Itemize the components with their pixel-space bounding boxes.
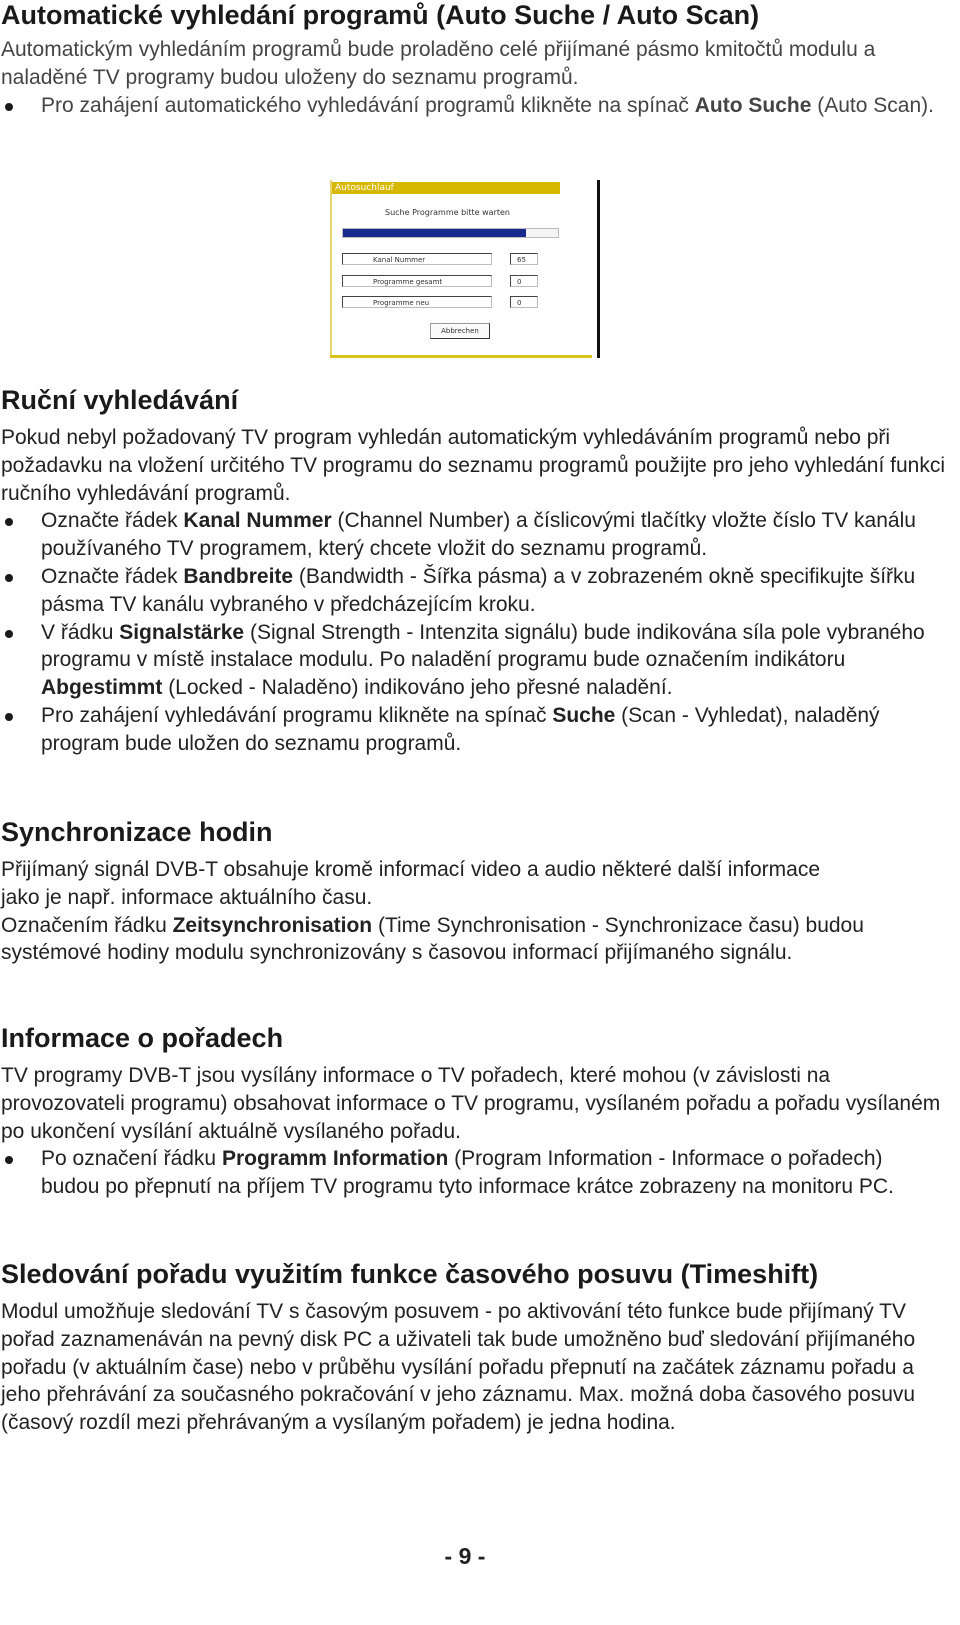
heading-clock-sync: Synchronizace hodin xyxy=(1,817,273,847)
manual-scan-bullet-channel: Označte řádek Kanal Nummer (Channel Number) a číslicovými tlačítky vložte číslo TV kanálu používaného TV programem, který chcete vložit do seznamu programů. xyxy=(1,507,956,563)
dialog-row-label: Programme gesamt xyxy=(342,275,492,287)
heading-program-info: Informace o pořadech xyxy=(1,1023,284,1053)
heading-timeshift: Sledování pořadu využitím funkce časového posuvu (Timeshift) xyxy=(1,1259,819,1289)
dialog-row-label: Programme neu xyxy=(342,296,492,308)
dialog-row-value: 0 xyxy=(510,275,538,287)
dialog-frame-bottom xyxy=(330,355,592,358)
auto-scan-dialog-screenshot xyxy=(330,180,602,358)
scan-progress-fill xyxy=(343,229,526,237)
page-number: - 9 - xyxy=(444,1543,486,1569)
dialog-frame-right xyxy=(597,180,600,358)
auto-scan-paragraph: Automatickým vyhledáním programů bude proladěno celé přijímané pásmo kmitočtů modulu a naladěné TV programy budou uloženy do seznamu programů. xyxy=(1,38,876,89)
dialog-row-value: 0 xyxy=(510,296,538,308)
dialog-message: Suche Programme bitte warten xyxy=(385,208,510,217)
timeshift-text xyxy=(1,1298,956,1437)
heading-manual-scan: Ruční vyhledávání xyxy=(1,385,239,415)
heading-auto-scan: Automatické vyhledání programů (Auto Suche / Auto Scan) xyxy=(1,0,760,30)
auto-scan-text xyxy=(1,36,956,119)
manual-scan-bullet-bandwidth: Označte řádek Bandbreite (Bandwidth - Šířka pásma) a v zobrazeném okně specifikujte šířku pásma TV kanálu vybraného v předcházejícím kroku. xyxy=(1,563,956,619)
scan-progress-bar xyxy=(342,228,559,238)
dialog-row-value: 65 xyxy=(510,253,538,265)
clock-sync-paragraph-1: Přijímaný signál DVB-T obsahuje kromě informací video a audio některé další informace jako je např. informace aktuálního času. xyxy=(1,858,820,909)
dialog-row-label: Kanal Nummer xyxy=(342,253,492,265)
program-info-paragraph: TV programy DVB-T jsou vysílány informace o TV pořadech, které mohou (v závislosti na provozovateli programu) obsahovat informace o TV programu, vysílaném pořadu a pořadu vysílaném po ukončení vysílání aktuálně vysílaného pořadu. xyxy=(1,1064,941,1143)
manual-scan-bullet-scan: Pro zahájení vyhledávání programu klikněte na spínač Suche (Scan - Vyhledat), naladěný program bude uložen do seznamu programů. xyxy=(1,702,956,758)
manual-scan-text xyxy=(1,424,956,758)
clock-sync-text xyxy=(1,856,956,967)
manual-scan-bullet-signal: V řádku Signalstärke (Signal Strength - Intenzita signálu) bude indikována síla pole vybraného programu v místě instalace modulu. Po naladění programu bude označením indikátoru Abgestimmt (Locked - Naladěno) indikováno jeho přesné naladění. xyxy=(1,619,956,702)
auto-suche-term: Auto Suche xyxy=(694,93,812,117)
timeshift-paragraph: Modul umožňuje sledování TV s časovým posuvem - po aktivování této funkce bude přijímaný TV pořad zaznamenáván na pevný disk PC a uživateli tak bude umožněno buď sledování přijímaného pořadu (v aktuálním čase) nebo v průběhu vysílání pořadu přepnutí na začátek záznamu pořadu a jeho přehrávání za současného pokračování v jeho záznamu. Max. možná doba časového posuvu (časový rozdíl mezi přehrávaným a vysílaným pořadem) je jedna hodina. xyxy=(1,1300,916,1435)
dialog-frame-left xyxy=(330,180,332,358)
auto-scan-bullet: Pro zahájení automatického vyhledávání programů klikněte na spínač Auto Suche (Auto Scan). xyxy=(1,92,956,120)
program-info-bullet: Po označení řádku Programm Information (Program Information - Informace o pořadech) budou po přepnutí na příjem TV programu tyto informace krátce zobrazeny na monitoru PC. xyxy=(1,1145,921,1201)
clock-sync-paragraph-2: Označením řádku Zeitsynchronisation (Time Synchronisation - Synchronizace času) budou systémové hodiny modulu synchronizovány s časovou informací přijímaného signálu. xyxy=(1,913,864,965)
cancel-button[interactable]: Abbrechen xyxy=(430,323,490,339)
program-info-text xyxy=(1,1062,956,1201)
manual-scan-paragraph: Pokud nebyl požadovaný TV program vyhledán automatickým vyhledáváním programů nebo při požadavku na vložení určitého TV programu do seznamu programů použijte pro jeho vyhledání funkci ručního vyhledávání programů. xyxy=(1,426,945,505)
dialog-titlebar: Autosuchlauf xyxy=(332,182,560,194)
